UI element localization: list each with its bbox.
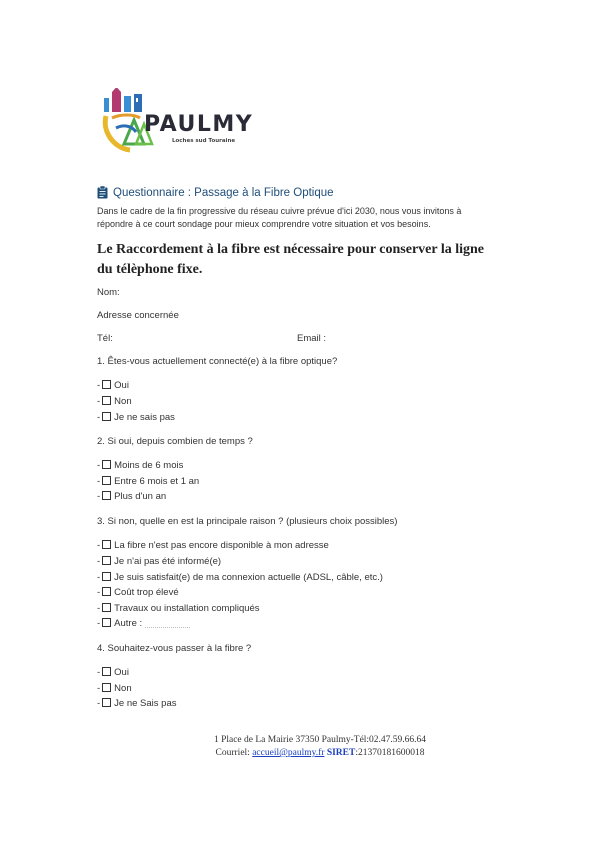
footer-contact (170, 748, 470, 758)
q4-option-oui[interactable]: - Oui (97, 667, 129, 678)
checkbox-icon[interactable] (102, 460, 111, 469)
checkbox-icon[interactable] (102, 587, 111, 596)
checkbox-icon[interactable] (102, 491, 111, 500)
headline: Le Raccordement à la fibre est nécessaire pour conserver la ligne du télèphone fixe. (97, 242, 484, 277)
q3-option-satisfait[interactable]: - Je suis satisfait(e) de ma connexion actuelle (ADSL, câble, etc.) (97, 572, 383, 583)
checkbox-icon[interactable] (102, 667, 111, 676)
q1-option-non[interactable]: - Non (97, 396, 132, 407)
logo-tagline: Loches sud Touraine (172, 138, 236, 144)
q4-option-ne-sais-pas[interactable]: - Je ne Sais pas (97, 698, 177, 709)
checkbox-icon[interactable] (102, 540, 111, 549)
footer-address: 1 Place de La Mairie 37350 Paulmy-Tél:02.47.59.66.64 (213, 735, 427, 745)
q3-option-non-disponible[interactable]: - La fibre n'est pas encore disponible à mon adresse (97, 540, 329, 551)
checkbox-icon[interactable] (102, 412, 111, 421)
q1-option-ne-sais-pas[interactable]: - Je ne sais pas (97, 412, 175, 423)
q2-option-plus-un-an[interactable]: - Plus d'un an (97, 491, 167, 502)
footer-email-link[interactable]: accueil@paulmy.fr (252, 748, 325, 758)
field-tel: Tél: (97, 333, 113, 344)
questionnaire-title-text: Questionnaire : Passage à la Fibre Optique (113, 186, 334, 199)
question-3: 3. Si non, quelle en est la principale raison ? (plusieurs choix possibles) (97, 516, 398, 527)
field-nom: Nom: (97, 287, 120, 298)
autre-input-line[interactable] (145, 627, 190, 628)
field-adresse: Adresse concernée (97, 310, 179, 321)
q3-option-travaux[interactable]: - Travaux ou installation compliqués (97, 603, 260, 614)
footer-courriel-label: Courriel: (215, 748, 253, 758)
q2-option-moins-6-mois[interactable]: - Moins de 6 mois (97, 460, 184, 471)
checkbox-icon[interactable] (102, 396, 111, 405)
checkbox-icon[interactable] (102, 476, 111, 485)
checkbox-icon[interactable] (102, 683, 111, 692)
checkbox-icon[interactable] (102, 603, 111, 612)
clipboard-icon (97, 186, 108, 199)
q3-option-cout-eleve[interactable]: - Coût trop élevé (97, 587, 179, 598)
q3-option-autre[interactable]: - Autre : (97, 618, 190, 629)
question-4: 4. Souhaitez-vous passer à la fibre ? (97, 643, 252, 654)
q4-option-non[interactable]: - Non (97, 683, 132, 694)
question-2: 2. Si oui, depuis combien de temps ? (97, 436, 253, 447)
questionnaire-title (97, 186, 334, 199)
checkbox-icon[interactable] (102, 572, 111, 581)
checkbox-icon[interactable] (102, 380, 111, 389)
footer-siret-label: SIRET (326, 748, 356, 758)
field-email: Email : (297, 333, 327, 344)
checkbox-icon[interactable] (102, 698, 111, 707)
checkbox-icon[interactable] (102, 556, 111, 565)
intro-paragraph: Dans le cadre de la fin progressive du réseau cuivre prévue d'ici 2030, nous vous invitons à répondre à ce court sondage pour mieux comprendre votre situation et vos besoins. (97, 206, 462, 229)
q3-option-pas-informe[interactable]: - Je n'ai pas été informé(e) (97, 556, 222, 567)
footer-siret-value: :21370181600018 (355, 748, 425, 758)
logo-wordmark: PAULMY (144, 112, 254, 137)
q2-option-6-mois-1-an[interactable]: - Entre 6 mois et 1 an (97, 476, 200, 487)
q1-option-oui[interactable]: - Oui (97, 380, 129, 391)
question-1: 1. Êtes-vous actuellement connecté(e) à la fibre optique? (97, 356, 338, 367)
checkbox-icon[interactable] (102, 618, 111, 627)
